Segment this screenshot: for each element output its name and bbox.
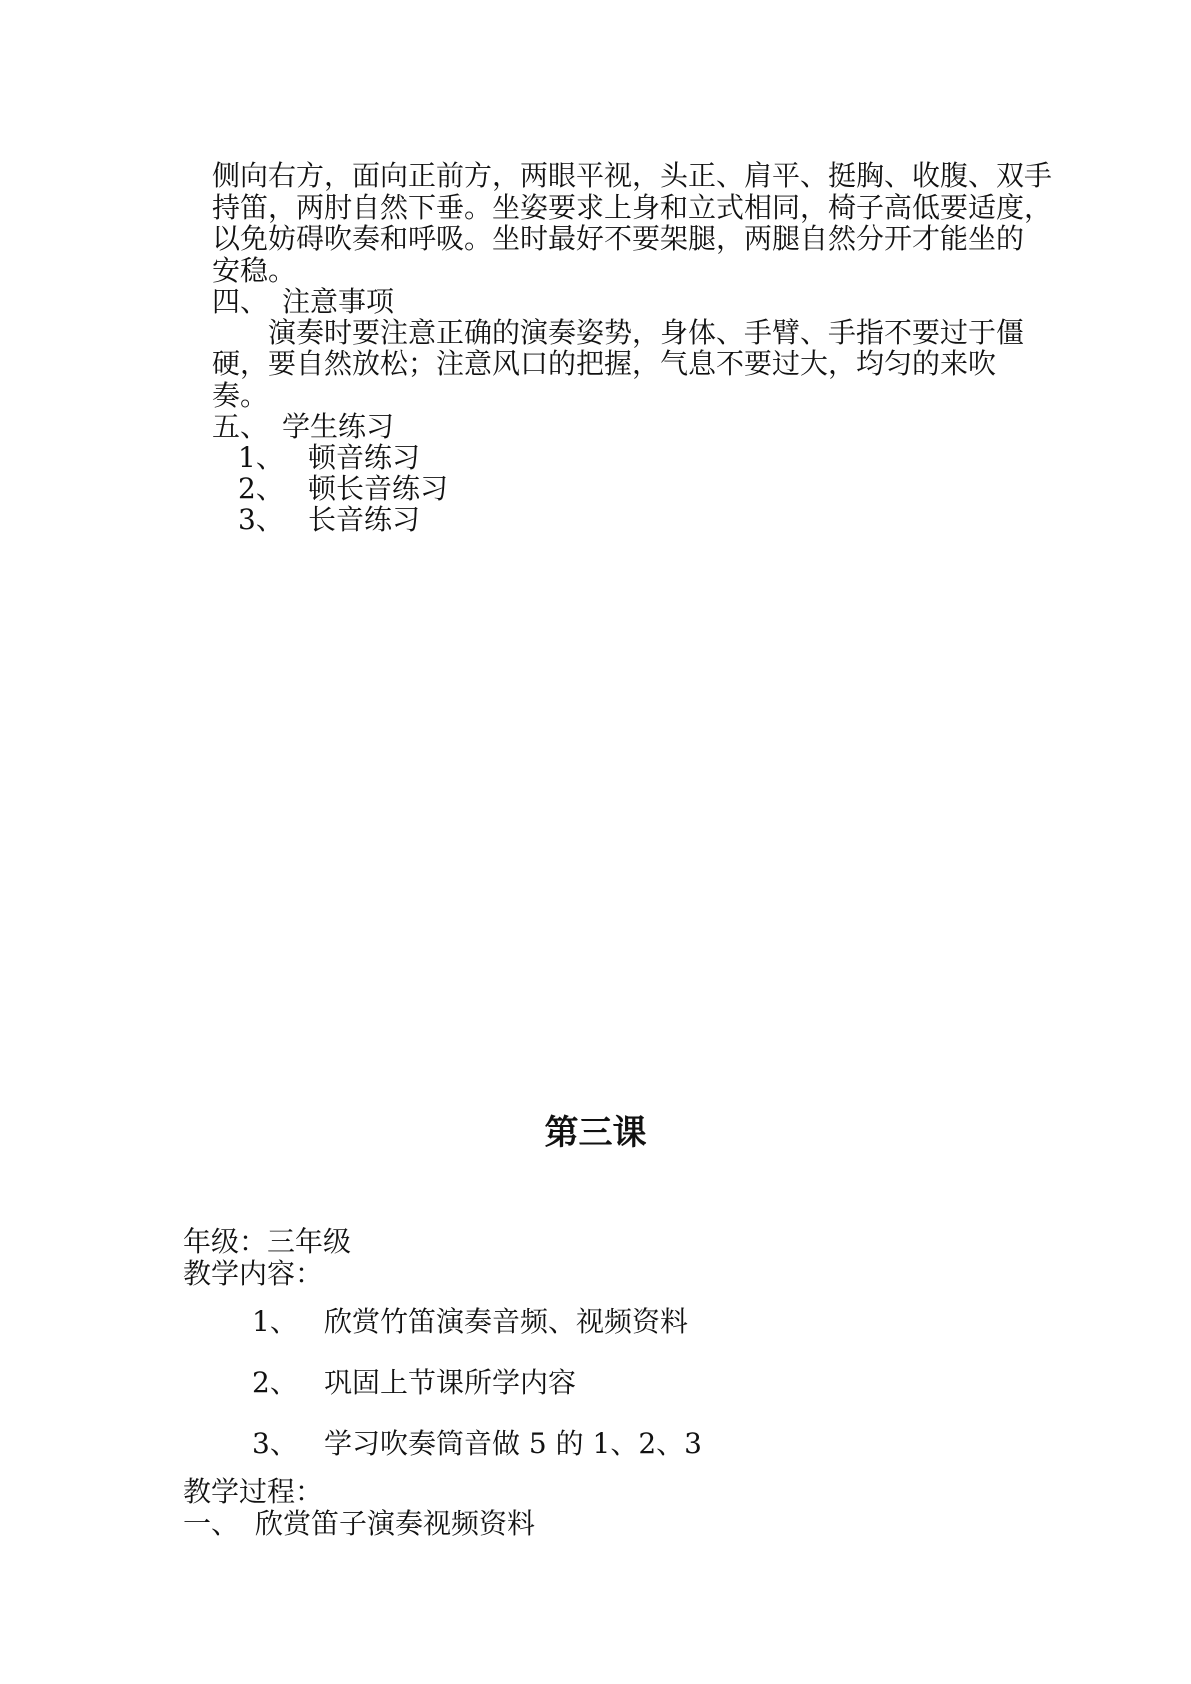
section4-line-1: 演奏时要注意正确的演奏姿势，身体、手臂、手指不要过于僵 [268,316,1025,349]
grade-line: 年级：三年级 [183,1225,352,1258]
list-text: 顿音练习 [308,441,421,474]
list-text: 欣赏竹笛演奏音频、视频资料 [324,1305,689,1338]
practice-item-2 [212,473,448,505]
list-number: 一、 [183,1507,240,1540]
paragraph-line-3: 以免妨碍吹奏和呼吸。坐时最好不要架腿，两腿自然分开才能坐的 [212,222,1025,255]
paragraph-line-2: 持笛，两肘自然下垂。坐姿要求上身和立式相同，椅子高低要适度， [212,191,1053,224]
list-text: 长音练习 [308,503,421,536]
list-number: 2、 [238,472,284,505]
list-number: 2、 [252,1366,298,1399]
practice-item-1 [212,442,420,474]
section-title: 注意事项 [282,285,395,318]
list-number: 1、 [252,1305,298,1338]
section-title: 学生练习 [282,410,395,443]
process-step-1 [183,1508,535,1540]
section-number: 四、 [212,285,269,318]
list-number: 3、 [238,503,284,536]
paragraph-line-4: 安稳。 [212,254,297,287]
paragraph-line-1: 侧向右方，面向正前方，两眼平视，头正、肩平、挺胸、收腹、双手 [212,159,1053,192]
list-number: 3、 [252,1427,298,1460]
section-number: 五、 [212,410,269,443]
list-text: 欣赏笛子演奏视频资料 [255,1507,536,1540]
content-label: 教学内容： [183,1257,324,1290]
section-heading-4 [212,286,394,318]
content-item-2 [252,1367,576,1399]
section4-line-2: 硬，要自然放松；注意风口的把握，气息不要过大，均匀的来吹 [212,347,997,380]
section-heading-5 [212,411,394,443]
list-text: 学习吹奏筒音做 5 的 1、2、3 [324,1427,702,1460]
section4-line-3: 奏。 [212,379,269,412]
list-text: 巩固上节课所学内容 [324,1366,577,1399]
content-item-3 [252,1428,702,1460]
process-label: 教学过程： [183,1475,324,1508]
list-text: 顿长音练习 [308,472,449,505]
practice-item-3 [212,504,420,536]
content-item-1 [252,1306,688,1338]
list-number: 1、 [238,441,284,474]
lesson-title: 第三课 [544,1113,647,1153]
